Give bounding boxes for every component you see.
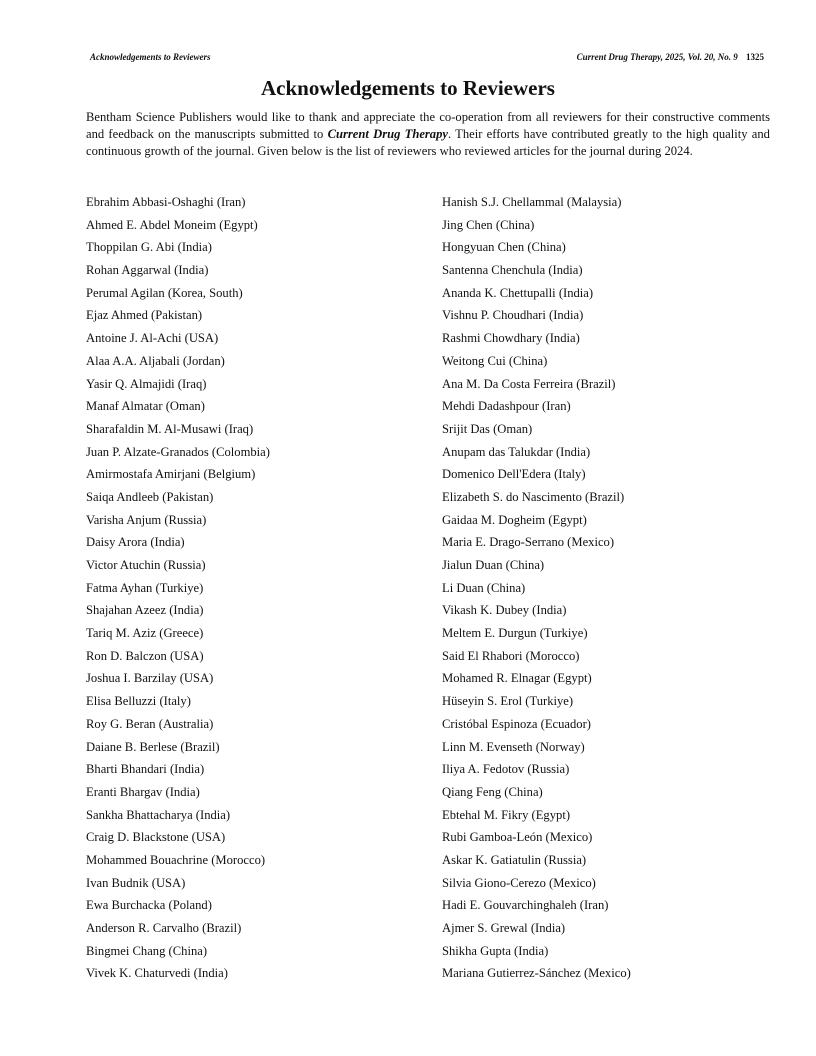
page-title: Acknowledgements to Reviewers [261,76,555,100]
reviewer-entry: Ewa Burchacka (Poland) [86,898,212,913]
reviewer-entry: Anderson R. Carvalho (Brazil) [86,921,242,935]
reviewer-entry: Alaa A.A. Aljabali (Jordan) [86,353,225,368]
reviewer-entry: Silvia Giono-Cerezo (Mexico) [442,875,596,890]
reviewer-entry: Bingmei Chang (China) [86,943,208,958]
reviewer-entry: Craig D. Blackstone (USA) [86,830,226,845]
running-header-citation: Current Drug Therapy, 2025, Vol. 20, No. 9 [576,52,738,62]
reviewer-entry: Tariq M. Aziz (Greece) [86,626,204,641]
reviewer-entry: Mehdi Dadashpour (Iran) [442,399,571,414]
reviewer-entry: Mohamed R. Elnagar (Egypt) [442,671,592,686]
reviewer-entry: Sankha Bhattacharya (India) [86,807,231,822]
reviewer-entry: Rohan Aggarwal (India) [86,263,209,278]
reviewer-entry: Eranti Bhargav (India) [86,784,200,799]
reviewer-entry: Meltem E. Durgun (Turkiye) [442,626,588,641]
reviewer-entry: Manaf Almatar (Oman) [86,399,205,414]
reviewer-entry: Maria E. Drago-Serrano (Mexico) [442,535,615,550]
reviewer-entry: Perumal Agilan (Korea, South) [86,285,243,300]
reviewer-entry: Bharti Bhandari (India) [86,762,205,777]
intro-text-part1: Bentham Science Publishers would like to thank and appreciate the co-operation from all reviewers for their constructive comments and feedback on the manuscripts submitted to [86,110,770,142]
reviewer-entry: Daisy Arora (India) [86,535,185,550]
reviewer-entry: Daiane B. Berlese (Brazil) [86,739,220,754]
reviewer-entry: Hanish S.J. Chellammal (Malaysia) [442,195,622,209]
reviewer-entry: Askar K. Gatiatulin (Russia) [442,852,587,867]
intro-journal-name: Current Drug Therapy [327,127,448,142]
reviewer-entry: Victor Atuchin (Russia) [86,558,206,572]
reviewer-entry: Cristóbal Espinoza (Ecuador) [442,716,591,731]
reviewer-entry: Jing Chen (China) [442,217,535,232]
page-number: 1325 [746,52,764,62]
reviewer-entry: Weitong Cui (China) [442,353,548,368]
reviewer-entry: Vikash K. Dubey (India) [442,603,567,618]
reviewer-entry: Mariana Gutierrez-Sánchez (Mexico) [442,966,631,981]
reviewer-entry: Li Duan (China) [442,580,526,595]
reviewer-entry: Santenna Chenchula (India) [442,263,583,278]
reviewer-entry: Thoppilan G. Abi (India) [86,240,212,255]
reviewer-entry: Ananda K. Chettupalli (India) [442,285,594,300]
reviewer-entry: Vishnu P. Choudhari (India) [442,308,584,323]
reviewer-entry: Elizabeth S. do Nascimento (Brazil) [442,489,625,504]
reviewer-entry: Ajmer S. Grewal (India) [442,921,566,935]
reviewer-entry: Roy G. Beran (Australia) [86,716,214,731]
reviewer-entry: Linn M. Evenseth (Norway) [442,739,585,754]
reviewer-entry: Juan P. Alzate-Granados (Colombia) [86,444,270,459]
intro-text-part2: . Their efforts have contributed greatly to the high quality and continuous growth of the journal. Given below is the list of reviewers who reviewed articles for the journal during 2024. [86,127,770,159]
reviewer-entry: Anupam das Talukdar (India) [442,444,591,459]
reviewer-entry: Qiang Feng (China) [442,784,543,799]
running-header-journal-info [577,52,764,62]
reviewer-entry: Ana M. Da Costa Ferreira (Brazil) [442,376,616,391]
reviewer-entry: Jialun Duan (China) [442,558,545,572]
reviewer-entry: Iliya A. Fedotov (Russia) [442,762,570,777]
reviewer-entry: Joshua I. Barzilay (USA) [86,671,214,686]
reviewer-entry: Amirmostafa Amirjani (Belgium) [86,467,256,482]
reviewer-entry: Ebtehal M. Fikry (Egypt) [442,807,571,822]
reviewer-entry: Domenico Dell'Edera (Italy) [442,467,586,482]
running-header [90,52,764,62]
reviewer-entry: Vivek K. Chaturvedi (India) [86,966,228,981]
reviewer-entry: Hongyuan Chen (China) [442,240,566,255]
running-header-section: Acknowledgements to Reviewers [90,52,211,62]
reviewer-entry: Shajahan Azeez (India) [86,603,204,618]
reviewer-list-left [86,194,442,988]
reviewer-entry: Ahmed E. Abdel Moneim (Egypt) [86,217,258,232]
reviewer-columns [86,194,786,988]
reviewer-entry: Shikha Gupta (India) [442,943,549,958]
reviewer-entry: Hüseyin S. Erol (Turkiye) [442,694,574,709]
reviewer-entry: Varisha Anjum (Russia) [86,512,207,527]
reviewer-entry: Ron D. Balczon (USA) [86,648,204,663]
reviewer-entry: Antoine J. Al-Achi (USA) [86,331,219,346]
reviewer-entry: Fatma Ayhan (Turkiye) [86,580,204,595]
reviewer-entry: Ebrahim Abbasi-Oshaghi (Iran) [86,195,246,209]
reviewer-entry: Elisa Belluzzi (Italy) [86,694,191,709]
reviewer-entry: Saiqa Andleeb (Pakistan) [86,489,214,504]
reviewer-entry: Sharafaldin M. Al-Musawi (Iraq) [86,421,254,436]
reviewer-entry: Hadi E. Gouvarchinghaleh (Iran) [442,898,609,913]
reviewer-entry: Ejaz Ahmed (Pakistan) [86,308,203,323]
reviewer-entry: Said El Rhabori (Morocco) [442,648,580,663]
reviewer-entry: Rashmi Chowdhary (India) [442,331,580,346]
reviewer-entry: Srijit Das (Oman) [442,421,533,436]
reviewer-entry: Yasir Q. Almajidi (Iraq) [86,376,207,391]
reviewer-entry: Ivan Budnik (USA) [86,875,186,890]
reviewer-entry: Gaidaa M. Dogheim (Egypt) [442,512,587,527]
reviewer-entry: Rubi Gamboa-León (Mexico) [442,830,593,845]
intro-paragraph [86,109,770,161]
reviewer-entry: Mohammed Bouachrine (Morocco) [86,852,266,867]
reviewer-list-right [442,194,782,988]
